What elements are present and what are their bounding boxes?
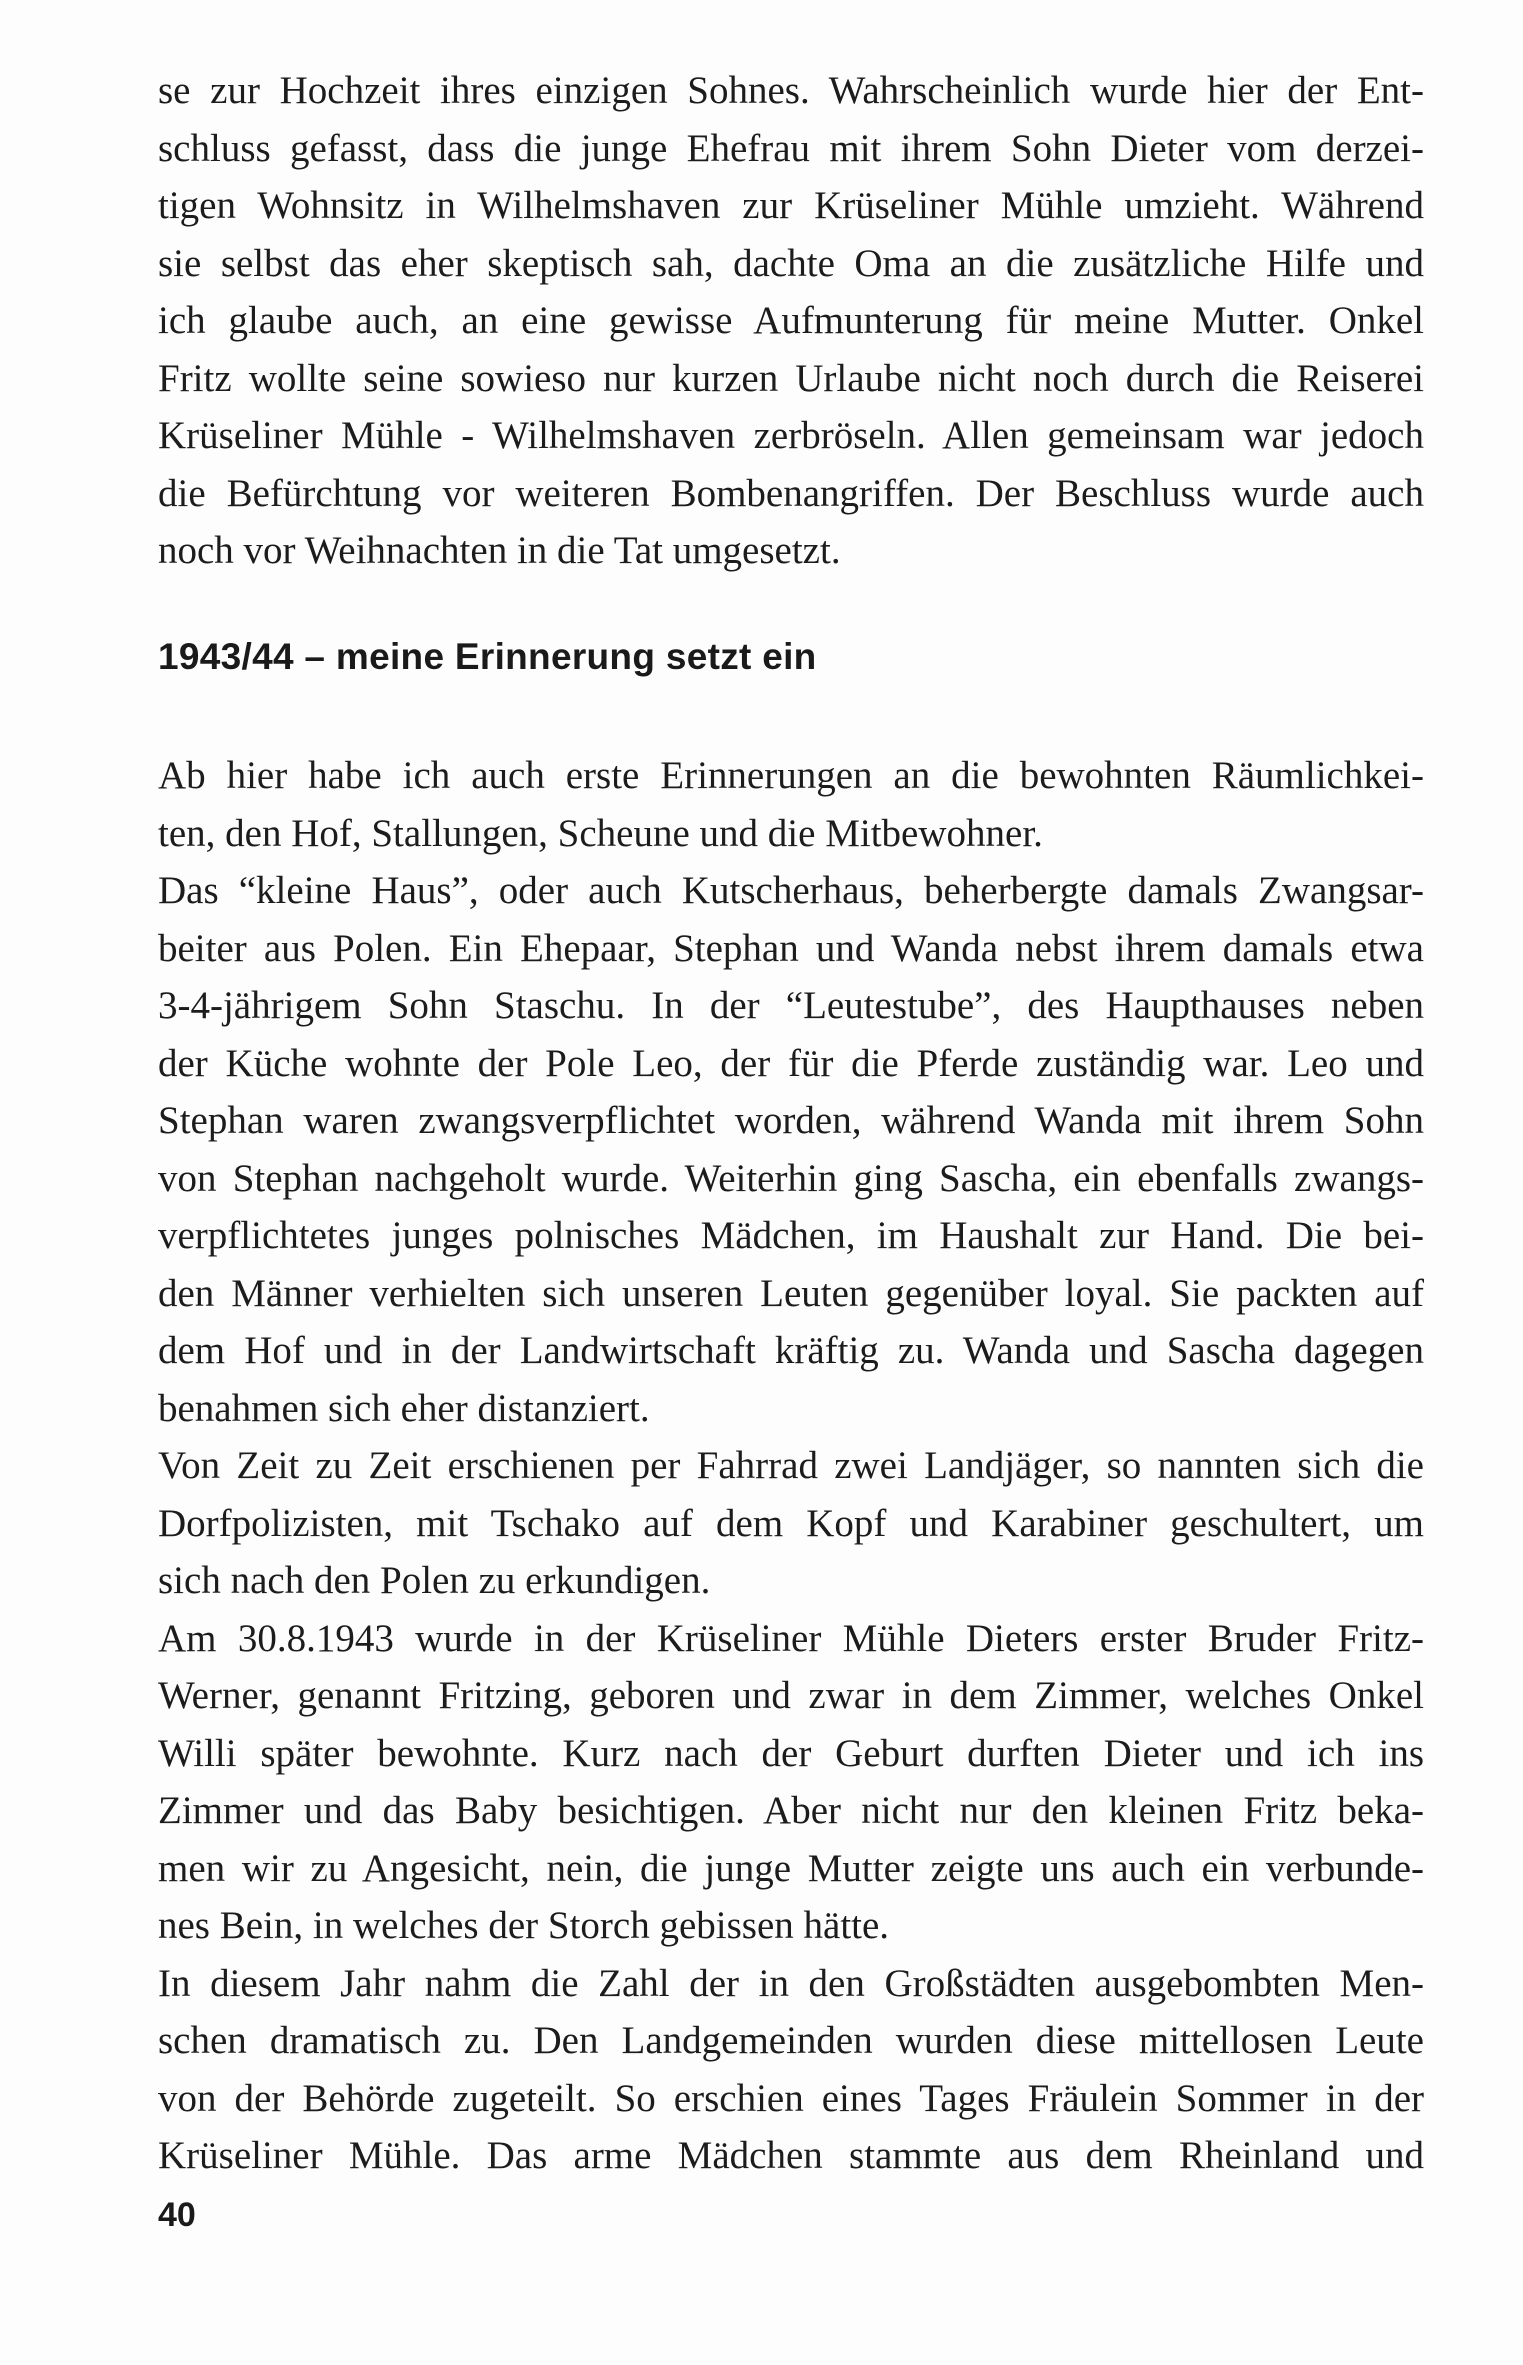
page-number: 40 bbox=[158, 2196, 196, 2234]
text-line: ten, den Hof, Stallungen, Scheune und die Mitbewohner. bbox=[158, 811, 1043, 855]
text-line: den Männer verhielten sich unseren Leuten gegenüber loyal. Sie packten auf bbox=[158, 1271, 1424, 1315]
text-line: Stephan waren zwangsverpflichtet worden, während Wanda mit ihrem Sohn bbox=[158, 1099, 1424, 1142]
section-body bbox=[158, 747, 1424, 2185]
text-line: In diesem Jahr nahm die Zahl der in den Großstädten ausgebombten Men- bbox=[158, 1961, 1424, 2005]
text-line: 3-4-jährigem Sohn Staschu. In der “Leutestube”, des Haupthauses neben bbox=[158, 984, 1424, 1027]
text-line: beiter aus Polen. Ein Ehepaar, Stephan und Wanda nebst ihrem damals etwa bbox=[158, 926, 1424, 970]
text-line: Werner, genannt Fritzing, geboren und zwar in dem Zimmer, welches Onkel bbox=[158, 1674, 1424, 1717]
text-line: Krüseliner Mühle. Das arme Mädchen stammte aus dem Rheinland und bbox=[158, 2134, 1424, 2177]
text-line: se zur Hochzeit ihres einzigen Sohnes. Wahrscheinlich wurde hier der Ent- bbox=[158, 69, 1424, 112]
text-line: Willi später bewohnte. Kurz nach der Geburt durften Dieter und ich ins bbox=[158, 1731, 1424, 1775]
text-line: Fritz wollte seine sowieso nur kurzen Urlaube nicht noch durch die Reiserei bbox=[158, 356, 1424, 400]
text-line: noch vor Weihnachten in die Tat umgesetzt. bbox=[158, 529, 841, 572]
intro-paragraph bbox=[158, 62, 1424, 580]
text-line: schluss gefasst, dass die junge Ehefrau mit ihrem Sohn Dieter vom derzei- bbox=[158, 126, 1424, 170]
text-line: dem Hof und in der Landwirtschaft kräftig zu. Wanda und Sascha dagegen bbox=[158, 1329, 1424, 1372]
text-line: ich glaube auch, an eine gewisse Aufmunterung für meine Mutter. Onkel bbox=[158, 299, 1424, 342]
text-line: sich nach den Polen zu erkundigen. bbox=[158, 1559, 711, 1602]
text-line: Zimmer und das Baby besichtigen. Aber nicht nur den kleinen Fritz beka- bbox=[158, 1789, 1424, 1832]
text-line: Am 30.8.1943 wurde in der Krüseliner Mühle Dieters erster Bruder Fritz- bbox=[158, 1616, 1424, 1660]
section-heading: 1943/44 – meine Erinnerung setzt ein bbox=[158, 636, 817, 677]
text-line: verpflichtetes junges polnisches Mädchen, im Haushalt zur Hand. Die bei- bbox=[158, 1214, 1424, 1257]
text-line: Krüseliner Mühle - Wilhelmshaven zerbröseln. Allen gemeinsam war jedoch bbox=[158, 414, 1424, 457]
text-line: Das “kleine Haus”, oder auch Kutscherhaus, beherbergte damals Zwangsar- bbox=[158, 869, 1424, 912]
text-line: tigen Wohnsitz in Wilhelmshaven zur Krüseliner Mühle umzieht. Während bbox=[158, 184, 1424, 227]
text-line: sie selbst das eher skeptisch sah, dachte Oma an die zusätzliche Hilfe und bbox=[158, 241, 1424, 285]
text-line: Ab hier habe ich auch erste Erinnerungen an die bewohnten Räumlichkei- bbox=[158, 754, 1424, 797]
text-line: Dorfpolizisten, mit Tschako auf dem Kopf und Karabiner geschultert, um bbox=[158, 1501, 1424, 1545]
text-line: von Stephan nachgeholt wurde. Weiterhin ging Sascha, ein ebenfalls zwangs- bbox=[158, 1156, 1424, 1200]
text-line: von der Behörde zugeteilt. So erschien eines Tages Fräulein Sommer in der bbox=[158, 2076, 1424, 2120]
text-line: men wir zu Angesicht, nein, die junge Mutter zeigte uns auch ein verbunde- bbox=[158, 1846, 1424, 1890]
text-line: die Befürchtung vor weiteren Bombenangriffen. Der Beschluss wurde auch bbox=[158, 471, 1424, 515]
text-line: Von Zeit zu Zeit erschienen per Fahrrad zwei Landjäger, so nannten sich die bbox=[158, 1444, 1424, 1487]
text-line: der Küche wohnte der Pole Leo, der für die Pferde zuständig war. Leo und bbox=[158, 1041, 1424, 1085]
text-line: schen dramatisch zu. Den Landgemeinden wurden diese mittellosen Leute bbox=[158, 2019, 1424, 2062]
text-line: nes Bein, in welches der Storch gebissen hätte. bbox=[158, 1904, 890, 1947]
text-line: benahmen sich eher distanziert. bbox=[158, 1386, 650, 1430]
